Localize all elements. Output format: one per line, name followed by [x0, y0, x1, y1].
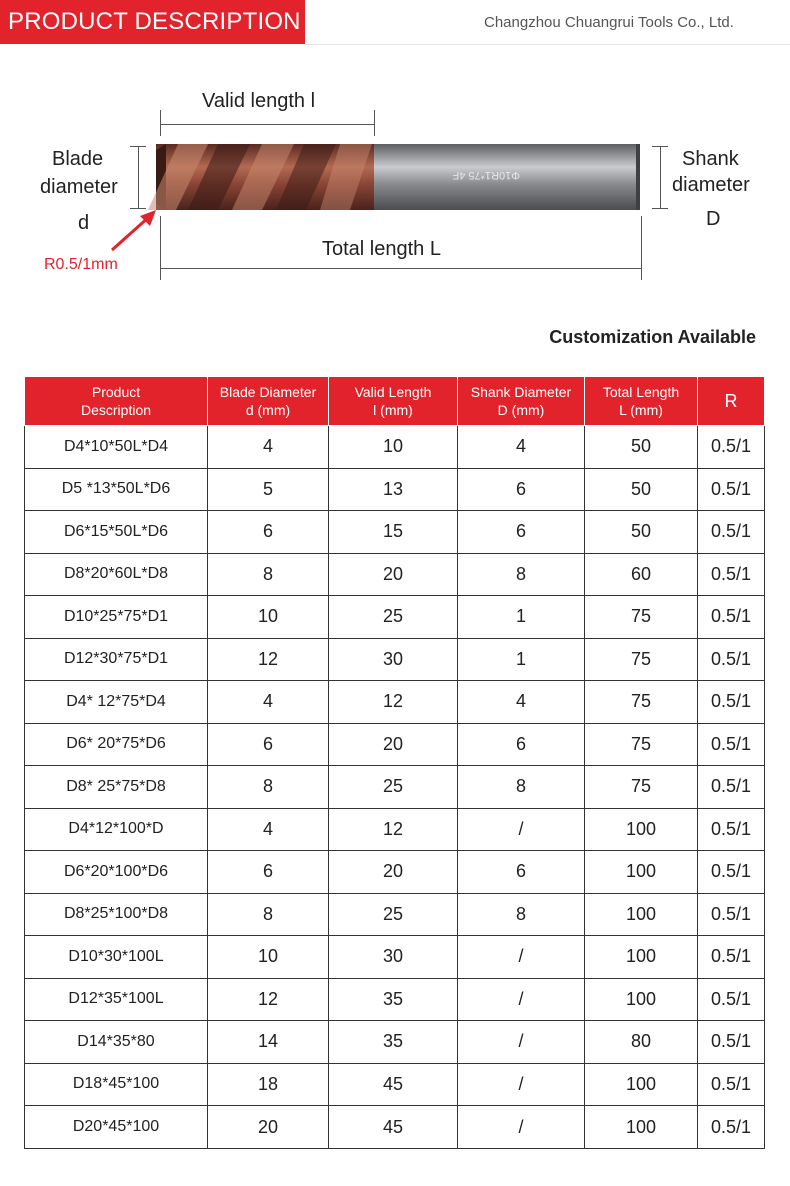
table-cell: 50	[585, 511, 698, 554]
table-cell: 6	[208, 511, 329, 554]
table-cell: /	[458, 1106, 585, 1149]
product-description-cell: D4*12*100*D	[25, 808, 208, 851]
table-header-row	[25, 377, 765, 426]
table-cell: 8	[208, 893, 329, 936]
table-cell: 0.5/1	[698, 468, 765, 511]
table-cell: 0.5/1	[698, 596, 765, 639]
table-cell: 100	[585, 851, 698, 894]
table-cell: 0.5/1	[698, 1063, 765, 1106]
table-cell: 20	[208, 1106, 329, 1149]
table-row	[25, 553, 765, 596]
table-cell: 6	[458, 468, 585, 511]
table-cell: 4	[458, 426, 585, 469]
column-header-0	[25, 377, 208, 426]
column-header-line: D (mm)	[497, 402, 545, 418]
radius-arrow-icon	[112, 210, 156, 250]
table-cell: 0.5/1	[698, 936, 765, 979]
table-cell: 100	[585, 936, 698, 979]
column-header-4	[585, 377, 698, 426]
table-cell: 45	[329, 1106, 458, 1149]
table-row	[25, 1106, 765, 1149]
table-row	[25, 723, 765, 766]
table-cell: /	[458, 1063, 585, 1106]
table-row	[25, 596, 765, 639]
table-cell: 0.5/1	[698, 553, 765, 596]
table-row	[25, 426, 765, 469]
table-cell: 4	[208, 426, 329, 469]
column-header-line: l (mm)	[373, 402, 413, 418]
product-description-cell: D10*25*75*D1	[25, 596, 208, 639]
product-description-cell: D12*35*100L	[25, 978, 208, 1021]
product-description-cell: D5 *13*50L*D6	[25, 468, 208, 511]
table-cell: 4	[458, 681, 585, 724]
column-header-line: Product	[91, 384, 141, 400]
column-header-3	[458, 377, 585, 426]
table-row	[25, 766, 765, 809]
table-cell: /	[458, 808, 585, 851]
table-cell: 50	[585, 426, 698, 469]
table-cell: 8	[458, 553, 585, 596]
column-header-line: Valid Length	[354, 384, 432, 400]
product-description-cell: D20*45*100	[25, 1106, 208, 1149]
product-description-cell: D18*45*100	[25, 1063, 208, 1106]
table-cell: 100	[585, 808, 698, 851]
table-cell: 8	[208, 766, 329, 809]
total-length-label: Total length L	[322, 238, 441, 260]
table-cell: 0.5/1	[698, 426, 765, 469]
table-cell: 0.5/1	[698, 893, 765, 936]
table-cell: 100	[585, 1106, 698, 1149]
table-row	[25, 1063, 765, 1106]
table-cell: 30	[329, 638, 458, 681]
table-cell: 6	[458, 851, 585, 894]
shank-diameter-label-1: Shank	[682, 148, 739, 170]
column-header-line: R	[724, 391, 738, 411]
table-cell: 75	[585, 638, 698, 681]
product-description-cell: D10*30*100L	[25, 936, 208, 979]
column-header-2	[329, 377, 458, 426]
table-cell: 15	[329, 511, 458, 554]
table-row	[25, 681, 765, 724]
product-description-cell: D8* 25*75*D8	[25, 766, 208, 809]
table-cell: 6	[208, 851, 329, 894]
table-cell: 20	[329, 553, 458, 596]
table-cell: 35	[329, 1021, 458, 1064]
column-header-line: d (mm)	[245, 402, 291, 418]
table-cell: 8	[458, 766, 585, 809]
column-header-5	[698, 377, 765, 426]
table-cell: /	[458, 936, 585, 979]
table-cell: 10	[208, 596, 329, 639]
product-description-cell: D14*35*80	[25, 1021, 208, 1064]
table-cell: 0.5/1	[698, 808, 765, 851]
table-cell: 75	[585, 766, 698, 809]
table-cell: 12	[208, 638, 329, 681]
table-row	[25, 511, 765, 554]
product-description-cell: D4*10*50L*D4	[25, 426, 208, 469]
table-cell: 1	[458, 596, 585, 639]
blade-diameter-label-2: diameter	[40, 176, 118, 198]
column-header-line: L (mm)	[619, 402, 663, 418]
table-cell: 12	[329, 808, 458, 851]
table-cell: 35	[329, 978, 458, 1021]
page-title: PRODUCT DESCRIPTION	[0, 0, 305, 44]
table-cell: /	[458, 978, 585, 1021]
table-cell: 0.5/1	[698, 978, 765, 1021]
shank-diameter-label-2: diameter	[672, 174, 750, 196]
blade-diameter-symbol: d	[78, 212, 90, 234]
table-cell: 50	[585, 468, 698, 511]
table-cell: 14	[208, 1021, 329, 1064]
table-cell: 100	[585, 978, 698, 1021]
table-cell: 0.5/1	[698, 681, 765, 724]
column-header-line: Description	[80, 402, 152, 418]
table-cell: 0.5/1	[698, 511, 765, 554]
table-cell: 75	[585, 723, 698, 766]
table-cell: 0.5/1	[698, 638, 765, 681]
table-cell: 6	[458, 723, 585, 766]
header-divider	[305, 44, 790, 45]
shank-diameter-symbol: D	[706, 208, 721, 230]
product-description-cell: D4* 12*75*D4	[25, 681, 208, 724]
table-cell: 6	[458, 511, 585, 554]
table-cell: 4	[208, 681, 329, 724]
table-cell: 0.5/1	[698, 766, 765, 809]
product-description-cell: D8*25*100*D8	[25, 893, 208, 936]
product-description-cell: D8*20*60L*D8	[25, 553, 208, 596]
table-cell: 1	[458, 638, 585, 681]
product-description-cell: D6*20*100*D6	[25, 851, 208, 894]
table-cell: 20	[329, 851, 458, 894]
tool-engraving: Φ10R1*75 4F	[452, 169, 520, 181]
table-row	[25, 468, 765, 511]
valid-length-label: Valid length l	[202, 90, 316, 112]
table-cell: 5	[208, 468, 329, 511]
spec-table	[24, 376, 765, 1149]
column-header-line: Total Length	[602, 384, 680, 400]
table-cell: 8	[458, 893, 585, 936]
product-description-cell: D6*15*50L*D6	[25, 511, 208, 554]
table-row	[25, 1021, 765, 1064]
column-header-line: Blade Diameter	[219, 384, 317, 400]
table-cell: 100	[585, 893, 698, 936]
table-row	[25, 978, 765, 1021]
company-name: Changzhou Chuangrui Tools Co., Ltd.	[484, 14, 734, 31]
table-row	[25, 893, 765, 936]
table-cell: 75	[585, 596, 698, 639]
product-description-cell: D6* 20*75*D6	[25, 723, 208, 766]
table-row	[25, 808, 765, 851]
table-cell: 100	[585, 1063, 698, 1106]
table-cell: 45	[329, 1063, 458, 1106]
table-row	[25, 638, 765, 681]
table-cell: 80	[585, 1021, 698, 1064]
table-cell: 10	[329, 426, 458, 469]
product-description-cell: D12*30*75*D1	[25, 638, 208, 681]
table-cell: 60	[585, 553, 698, 596]
table-cell: 0.5/1	[698, 1106, 765, 1149]
table-cell: 12	[329, 681, 458, 724]
customization-note: Customization Available	[549, 327, 756, 347]
table-cell: 75	[585, 681, 698, 724]
table-cell: 10	[208, 936, 329, 979]
table-cell: 30	[329, 936, 458, 979]
table-cell: 0.5/1	[698, 851, 765, 894]
table-row	[25, 851, 765, 894]
table-cell: 25	[329, 596, 458, 639]
end-mill-illustration	[0, 80, 790, 290]
column-header-line: Shank Diameter	[470, 384, 572, 400]
table-cell: 0.5/1	[698, 723, 765, 766]
tool-diagram	[0, 80, 790, 290]
table-cell: 8	[208, 553, 329, 596]
table-cell: 20	[329, 723, 458, 766]
table-cell: 13	[329, 468, 458, 511]
table-cell: 18	[208, 1063, 329, 1106]
table-cell: 4	[208, 808, 329, 851]
table-cell: /	[458, 1021, 585, 1064]
table-cell: 25	[329, 893, 458, 936]
table-cell: 12	[208, 978, 329, 1021]
blade-diameter-label-1: Blade	[52, 148, 104, 170]
table-row	[25, 936, 765, 979]
radius-label: R0.5/1mm	[44, 256, 118, 273]
column-header-1	[208, 377, 329, 426]
table-cell: 0.5/1	[698, 1021, 765, 1064]
table-cell: 25	[329, 766, 458, 809]
table-cell: 6	[208, 723, 329, 766]
tool-flutes	[148, 144, 374, 210]
